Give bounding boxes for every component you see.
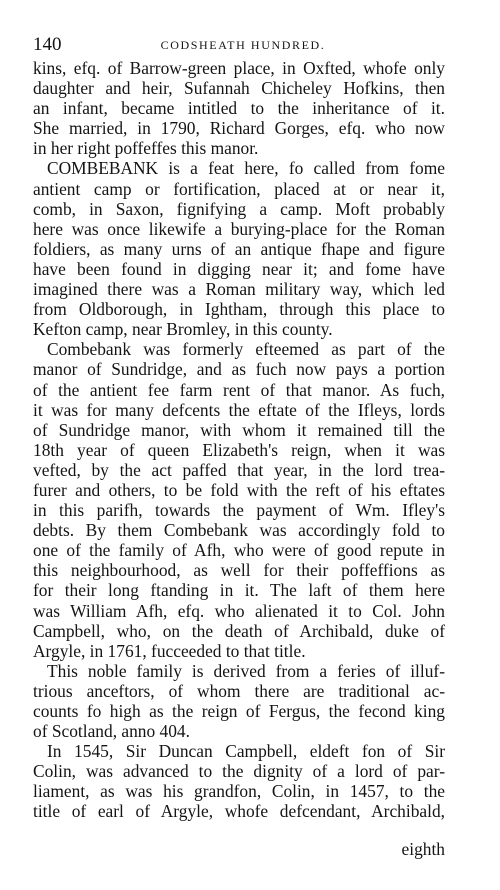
text-line: in this parifh, towards the payment of Wm. Ifley's: [33, 500, 445, 521]
text-line: title of earl of Argyle, whofe defcendant, Archibald,: [33, 801, 445, 822]
text-line: have been found in digging near it; and fome have: [33, 258, 445, 279]
text-line: an infant, became intitled to the inheritance of it.: [33, 98, 445, 119]
text-line: manor of Sundridge, and as fuch now pays a portion: [33, 359, 445, 380]
text-line: debts. By them Combebank was accordingly fold to: [33, 520, 445, 541]
text-line: here was once likewife a burying-place for the Roman: [33, 218, 445, 239]
text-line: In 1545, Sir Duncan Campbell, eldeft fon of Sir: [47, 741, 445, 762]
text-line: of Scotland, anno 404.: [33, 721, 190, 742]
catchword: eighth: [401, 839, 445, 859]
page-number: 140: [33, 34, 62, 55]
text-line: kins, efq. of Barrow-green place, in Oxfted, whofe only: [33, 58, 445, 78]
text-line: counts fo high as the reign of Fergus, the fecond king: [33, 701, 445, 721]
text-line: one of the family of Afh, who were of good repute in: [33, 540, 445, 561]
text-line: She married, in 1790, Richard Gorges, efq. who now: [33, 118, 445, 139]
text-line: liament, as was his grandfon, Colin, in 1457, to the: [33, 781, 445, 802]
text-line: Combebank was formerly efteemed as part of the: [47, 339, 445, 360]
text-line: of Sundridge manor, with whom it remained till the: [33, 419, 445, 440]
text-line: of the antient fee farm rent of that manor. As fuch,: [33, 379, 445, 400]
text-line: foldiers, as many urns of an antique fhape and figure: [33, 238, 445, 259]
text-line: imagined there was a Roman military way, which led: [33, 279, 445, 300]
text-line: 18th year of queen Elizabeth's reign, when it was: [33, 439, 445, 460]
text-line: for their long ftanding in it. The laft of them here: [33, 580, 445, 601]
running-title: CODSHEATH HUNDRED.: [160, 38, 326, 52]
text-line: Kefton camp, near Bromley, in this county.: [33, 319, 333, 340]
text-line: trious anceftors, of whom there are traditional ac-: [33, 680, 445, 701]
text-line: daughter and heir, Sufannah Chicheley Hofkins, then: [33, 78, 445, 99]
text-line: Colin, was advanced to the dignity of a lord of par-: [33, 761, 445, 782]
text-line: in her right poffeffes this manor.: [33, 138, 259, 159]
text-line: from Oldborough, in Ightham, through this place to: [33, 299, 445, 320]
text-line: Campbell, who, on the death of Archibald, duke of: [33, 620, 445, 641]
body-text: [33, 58, 445, 822]
text-line: comb, in Saxon, fignifying a camp. Moft probably: [33, 198, 445, 219]
text-line: COMBEBANK is a feat here, fo called from fome: [47, 158, 445, 179]
page-header: [33, 34, 453, 56]
text-line: it was for many defcents the eftate of the Ifleys, lords: [33, 399, 445, 420]
text-line: furer and others, to be fold with the reft of his eftates: [33, 479, 445, 500]
text-line: Argyle, in 1761, fucceeded to that title.: [33, 640, 306, 661]
text-line: this neighbourhood, as well for their poffeffions as: [33, 560, 445, 581]
text-line: antient camp or fortification, placed at or near it,: [33, 178, 445, 199]
text-line: This noble family is derived from a feries of illuf-: [47, 660, 445, 681]
text-line: was William Afh, efq. who alienated it to Col. John: [33, 600, 445, 621]
text-line: vefted, by the act paffed that year, in the lord trea-: [33, 459, 445, 480]
